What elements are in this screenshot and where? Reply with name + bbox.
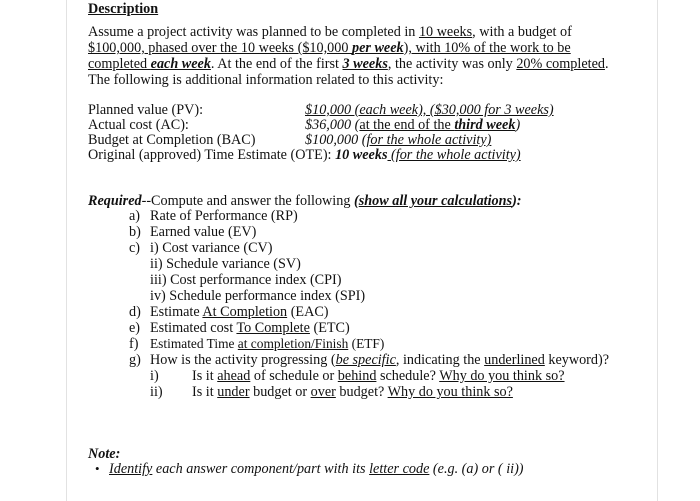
text-segment: budget or bbox=[249, 384, 311, 400]
description-heading: Description bbox=[88, 1, 159, 17]
text-segment: each answer component/part with its bbox=[152, 461, 370, 477]
text-segment: (for the whole activity) bbox=[387, 147, 521, 163]
description-line-4: The following is additional information related to this activity: bbox=[88, 72, 444, 88]
pv-label: Planned value (PV): bbox=[88, 102, 204, 118]
text-segment: To Complete bbox=[236, 320, 310, 336]
text-segment: $36,000 ( bbox=[305, 117, 360, 133]
text-segment: keyword)? bbox=[544, 352, 610, 368]
note-text bbox=[109, 461, 524, 477]
list-item-c-iv: iv) Schedule performance index (SPI) bbox=[150, 288, 366, 304]
ac-label: Actual cost (AC): bbox=[88, 117, 189, 133]
list-marker: e) bbox=[129, 320, 141, 336]
text-segment: over bbox=[310, 384, 336, 400]
text-segment: under bbox=[217, 384, 250, 400]
text-segment: At Completion bbox=[202, 304, 288, 320]
description-line-2 bbox=[88, 40, 571, 56]
list-item-f bbox=[150, 336, 384, 352]
ote-row bbox=[88, 147, 521, 163]
text-segment: (ETC) bbox=[309, 320, 350, 336]
text-segment: Identify bbox=[109, 461, 153, 477]
text-segment: Is it bbox=[192, 384, 218, 400]
list-marker: g) bbox=[129, 352, 141, 368]
text-segment: (ETF) bbox=[348, 336, 385, 351]
text-segment: ) bbox=[515, 117, 521, 133]
text-segment: at completion/Finish bbox=[237, 336, 349, 351]
text-segment: 3 weeks bbox=[342, 56, 388, 72]
text-segment: , indicating the bbox=[395, 352, 485, 368]
list-marker: a) bbox=[129, 208, 141, 224]
text-segment: Estimated cost bbox=[150, 320, 237, 336]
text-segment: Estimated Time bbox=[150, 336, 238, 351]
text-segment: How is the activity progressing ( bbox=[150, 352, 336, 368]
text-segment: $100,000, phased over the 10 weeks ($10,000 bbox=[88, 40, 352, 56]
list-item-a: Rate of Performance (RP) bbox=[150, 208, 298, 224]
pv-value bbox=[305, 102, 554, 118]
text-segment: third week bbox=[454, 117, 516, 133]
text-segment: per week bbox=[352, 40, 404, 56]
list-item-g-ii bbox=[192, 384, 513, 400]
text-segment: letter code bbox=[369, 461, 430, 477]
bullet-icon: • bbox=[95, 461, 100, 476]
text-segment: . bbox=[604, 56, 609, 72]
list-marker: b) bbox=[129, 224, 141, 240]
list-item-c-i: i) Cost variance (CV) bbox=[150, 240, 273, 256]
text-segment: each week bbox=[150, 56, 211, 72]
text-segment: at the end of the bbox=[359, 117, 455, 133]
text-segment: $10,000 (each week), ($30,000 for 3 weeks) bbox=[305, 102, 554, 118]
list-item-g-i bbox=[192, 368, 565, 384]
text-segment: Why do you think so? bbox=[387, 384, 513, 400]
text-segment: , the activity was only bbox=[387, 56, 517, 72]
text-segment: budget? bbox=[335, 384, 388, 400]
text-segment: be specific bbox=[335, 352, 396, 368]
text-segment: Estimate bbox=[150, 304, 203, 320]
list-marker: i) bbox=[150, 368, 159, 384]
text-segment: Why do you think so? bbox=[439, 368, 565, 384]
text-segment: behind bbox=[337, 368, 377, 384]
list-item-g bbox=[150, 352, 609, 368]
text-segment: --Compute and answer the following bbox=[141, 193, 354, 209]
text-segment: show all your calculations bbox=[358, 193, 513, 209]
text-segment: $100,000 bbox=[305, 132, 362, 148]
text-segment: schedule? bbox=[376, 368, 440, 384]
text-segment: ( bbox=[353, 193, 359, 209]
list-item-e bbox=[150, 320, 350, 336]
list-marker: f) bbox=[129, 336, 139, 352]
list-item-c-iii: iii) Cost performance index (CPI) bbox=[150, 272, 342, 288]
description-line-1 bbox=[88, 24, 572, 40]
text-segment: completed bbox=[88, 56, 151, 72]
text-segment: ), with 10% of the work to be bbox=[403, 40, 571, 56]
required-heading bbox=[88, 193, 522, 209]
list-marker: c) bbox=[129, 240, 141, 256]
description-line-3 bbox=[88, 56, 609, 72]
note-label: Note: bbox=[88, 446, 121, 462]
list-marker: ii) bbox=[150, 384, 163, 400]
list-marker: d) bbox=[129, 304, 141, 320]
text-segment: . At the end of the first bbox=[210, 56, 343, 72]
required-label: Required bbox=[88, 193, 142, 209]
bac-label: Budget at Completion (BAC) bbox=[88, 132, 256, 148]
text-segment: 10 weeks bbox=[418, 24, 473, 40]
bac-value bbox=[305, 132, 491, 148]
text-segment: of schedule or bbox=[250, 368, 338, 384]
text-segment: ahead bbox=[217, 368, 251, 384]
text-segment: Is it bbox=[192, 368, 218, 384]
list-item-c-ii: ii) Schedule variance (SV) bbox=[150, 256, 301, 272]
ote-value: 10 weeks bbox=[335, 147, 388, 163]
text-segment: 20% completed bbox=[516, 56, 605, 72]
page-border-right bbox=[657, 0, 658, 501]
text-segment: (e.g. (a) or ( ii)) bbox=[429, 461, 524, 477]
list-item-d bbox=[150, 304, 329, 320]
text-segment: ): bbox=[512, 193, 522, 209]
text-segment: (EAC) bbox=[287, 304, 329, 320]
text-segment: underlined bbox=[484, 352, 545, 368]
ote-label: Original (approved) Time Estimate (OTE): bbox=[88, 147, 336, 163]
ac-value bbox=[305, 117, 520, 133]
text-segment: (for the whole activity) bbox=[361, 132, 492, 148]
page-border-left bbox=[66, 0, 67, 501]
text-segment: Assume a project activity was planned to be completed in bbox=[88, 24, 419, 40]
text-segment: , with a budget of bbox=[472, 24, 572, 40]
list-item-b: Earned value (EV) bbox=[150, 224, 257, 240]
